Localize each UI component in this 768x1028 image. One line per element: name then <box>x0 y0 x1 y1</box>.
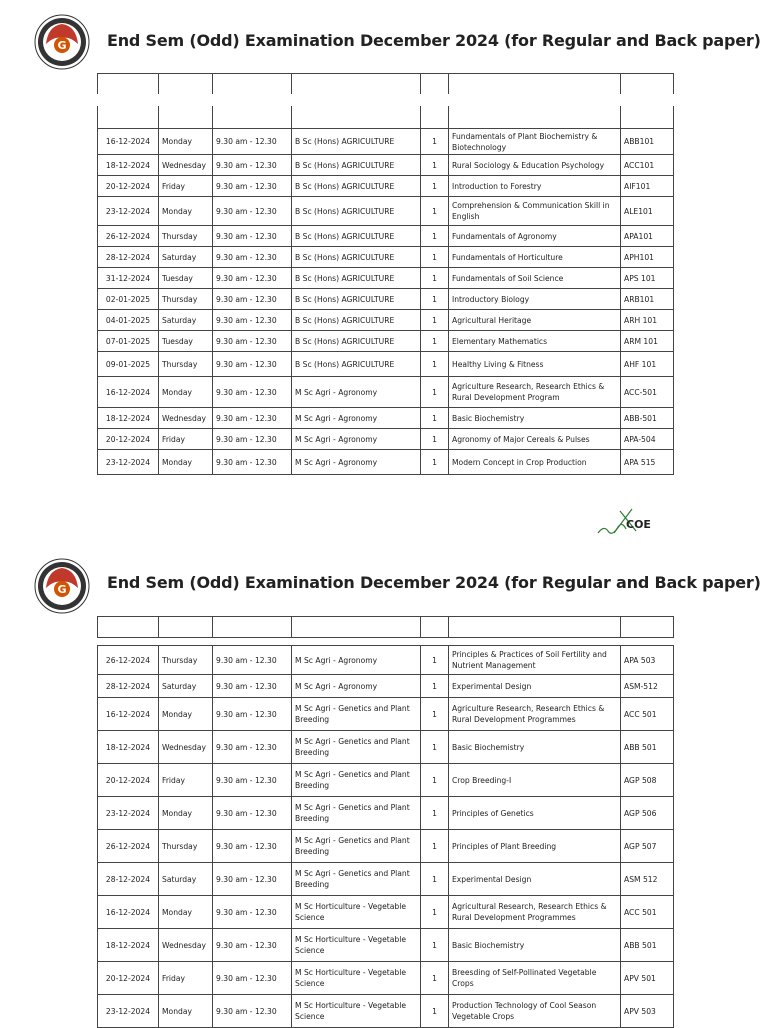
table-header-row <box>98 617 674 638</box>
cell-code: ACC 501 <box>621 896 674 929</box>
cell-programme: M Sc Agri - Genetics and Plant Breeding <box>292 764 421 797</box>
cell-code: APA101 <box>621 226 674 247</box>
cell-sem: 1 <box>421 247 449 268</box>
table-spacer-row <box>98 106 674 129</box>
cell-programme: B Sc (Hons) AGRICULTURE <box>292 176 421 197</box>
cell-date: 18-12-2024 <box>98 408 159 429</box>
cell-subject: Experimental Design <box>449 675 621 698</box>
cell-day: Wednesday <box>159 155 213 176</box>
cell-subject: Modern Concept in Crop Production <box>449 450 621 475</box>
cell-sem: 1 <box>421 197 449 226</box>
cell-sem: 1 <box>421 226 449 247</box>
cell-programme: M Sc Agri - Genetics and Plant Breeding <box>292 863 421 896</box>
cell-time: 9.30 am - 12.30 <box>213 731 292 764</box>
cell-day: Thursday <box>159 352 213 377</box>
cell-time: 9.30 am - 12.30 <box>213 995 292 1028</box>
cell-programme: M Sc Agri - Agronomy <box>292 377 421 408</box>
cell-subject: Fundamentals of Horticulture <box>449 247 621 268</box>
cell-subject: Introductory Biology <box>449 289 621 310</box>
table-row <box>98 176 674 197</box>
cell-time: 9.30 am - 12.30 <box>213 352 292 377</box>
table-row <box>98 129 674 155</box>
cell-time: 9.30 am - 12.30 <box>213 962 292 995</box>
cell-subject: Rural Sociology & Education Psychology <box>449 155 621 176</box>
cell-date: 31-12-2024 <box>98 268 159 289</box>
cell-day: Saturday <box>159 310 213 331</box>
cell-code: ABB-501 <box>621 408 674 429</box>
cell-programme: M Sc Agri - Agronomy <box>292 646 421 675</box>
cell-date: 26-12-2024 <box>98 226 159 247</box>
cell-code: ASM-512 <box>621 675 674 698</box>
cell-code: AHF 101 <box>621 352 674 377</box>
cell-code: AGP 508 <box>621 764 674 797</box>
table-row <box>98 675 674 698</box>
cell-day: Tuesday <box>159 331 213 352</box>
cell-subject: Experimental Design <box>449 863 621 896</box>
cell-code: ARB101 <box>621 289 674 310</box>
table-row <box>98 830 674 863</box>
cell-sem: 1 <box>421 896 449 929</box>
cell-day: Wednesday <box>159 929 213 962</box>
exam-schedule-table <box>97 645 674 1028</box>
cell-programme: B Sc (Hons) AGRICULTURE <box>292 197 421 226</box>
cell-programme: B Sc (Hons) AGRICULTURE <box>292 247 421 268</box>
cell-subject: Agriculture Research, Research Ethics & Rural Development Programmes <box>449 698 621 731</box>
cell-sem: 1 <box>421 429 449 450</box>
cell-code: ARM 101 <box>621 331 674 352</box>
cell-time: 9.30 am - 12.30 <box>213 268 292 289</box>
cell-time: 9.30 am - 12.30 <box>213 450 292 475</box>
exam-schedule-table <box>97 106 674 475</box>
cell-day: Monday <box>159 197 213 226</box>
cell-time: 9.30 am - 12.30 <box>213 675 292 698</box>
cell-sem: 1 <box>421 352 449 377</box>
cell-programme: B Sc (Hons) AGRICULTURE <box>292 352 421 377</box>
cell-date: 28-12-2024 <box>98 247 159 268</box>
cell-date: 23-12-2024 <box>98 450 159 475</box>
cell-time: 9.30 am - 12.30 <box>213 226 292 247</box>
cell-programme: B Sc (Hons) AGRICULTURE <box>292 331 421 352</box>
cell-time: 9.30 am - 12.30 <box>213 797 292 830</box>
university-logo <box>34 14 90 70</box>
cell-date: 20-12-2024 <box>98 962 159 995</box>
page-title: End Sem (Odd) Examination December 2024 (for Regular and Back paper) <box>107 31 761 50</box>
cell-day: Monday <box>159 698 213 731</box>
cell-sem: 1 <box>421 731 449 764</box>
cell-programme: M Sc Agri - Genetics and Plant Breeding <box>292 731 421 764</box>
table-row <box>98 698 674 731</box>
cell-subject: Agronomy of Major Cereals & Pulses <box>449 429 621 450</box>
cell-date: 26-12-2024 <box>98 646 159 675</box>
cell-time: 9.30 am - 12.30 <box>213 408 292 429</box>
svg-text:G: G <box>57 39 67 52</box>
cell-subject: Agricultural Heritage <box>449 310 621 331</box>
cell-code: APH101 <box>621 247 674 268</box>
cell-day: Monday <box>159 896 213 929</box>
cell-date: 16-12-2024 <box>98 129 159 155</box>
cell-date: 18-12-2024 <box>98 929 159 962</box>
cell-programme: B Sc (Hons) AGRICULTURE <box>292 129 421 155</box>
cell-sem: 1 <box>421 929 449 962</box>
cell-time: 9.30 am - 12.30 <box>213 289 292 310</box>
coe-label: COE <box>626 518 651 531</box>
cell-time: 9.30 am - 12.30 <box>213 764 292 797</box>
table-row <box>98 289 674 310</box>
cell-code: AGP 506 <box>621 797 674 830</box>
table-row <box>98 247 674 268</box>
cell-subject: Comprehension & Communication Skill in English <box>449 197 621 226</box>
table-row <box>98 962 674 995</box>
exam-header-table <box>97 73 674 94</box>
cell-code: ALE101 <box>621 197 674 226</box>
cell-programme: B Sc (Hons) AGRICULTURE <box>292 310 421 331</box>
cell-subject: Basic Biochemistry <box>449 408 621 429</box>
cell-date: 28-12-2024 <box>98 675 159 698</box>
cell-sem: 1 <box>421 155 449 176</box>
cell-day: Friday <box>159 429 213 450</box>
cell-code: APV 503 <box>621 995 674 1028</box>
cell-programme: M Sc Agri - Agronomy <box>292 675 421 698</box>
cell-date: 18-12-2024 <box>98 731 159 764</box>
cell-programme: M Sc Horticulture - Vegetable Science <box>292 896 421 929</box>
cell-time: 9.30 am - 12.30 <box>213 331 292 352</box>
cell-subject: Principles of Plant Breeding <box>449 830 621 863</box>
cell-programme: M Sc Horticulture - Vegetable Science <box>292 995 421 1028</box>
cell-date: 20-12-2024 <box>98 429 159 450</box>
cell-subject: Crop Breeding-I <box>449 764 621 797</box>
table-row <box>98 268 674 289</box>
cell-programme: M Sc Agri - Agronomy <box>292 408 421 429</box>
cell-day: Tuesday <box>159 268 213 289</box>
cell-programme: M Sc Horticulture - Vegetable Science <box>292 962 421 995</box>
cell-time: 9.30 am - 12.30 <box>213 646 292 675</box>
cell-day: Monday <box>159 450 213 475</box>
cell-sem: 1 <box>421 995 449 1028</box>
cell-programme: M Sc Agri - Genetics and Plant Breeding <box>292 797 421 830</box>
cell-code: ABB 501 <box>621 929 674 962</box>
table-row <box>98 995 674 1028</box>
cell-day: Thursday <box>159 646 213 675</box>
cell-day: Thursday <box>159 226 213 247</box>
cell-sem: 1 <box>421 797 449 830</box>
cell-date: 07-01-2025 <box>98 331 159 352</box>
cell-sem: 1 <box>421 863 449 896</box>
cell-sem: 1 <box>421 268 449 289</box>
cell-date: 23-12-2024 <box>98 995 159 1028</box>
table-row <box>98 764 674 797</box>
cell-subject: Basic Biochemistry <box>449 731 621 764</box>
cell-sem: 1 <box>421 830 449 863</box>
cell-programme: M Sc Horticulture - Vegetable Science <box>292 929 421 962</box>
cell-day: Monday <box>159 377 213 408</box>
table-row <box>98 408 674 429</box>
cell-time: 9.30 am - 12.30 <box>213 429 292 450</box>
cell-day: Thursday <box>159 830 213 863</box>
table-row <box>98 155 674 176</box>
cell-subject: Agriculture Research, Research Ethics & Rural Development Program <box>449 377 621 408</box>
table-row <box>98 331 674 352</box>
cell-date: 18-12-2024 <box>98 155 159 176</box>
cell-programme: B Sc (Hons) AGRICULTURE <box>292 226 421 247</box>
cell-subject: Fundamentals of Agronomy <box>449 226 621 247</box>
cell-time: 9.30 am - 12.30 <box>213 929 292 962</box>
cell-day: Saturday <box>159 675 213 698</box>
cell-sem: 1 <box>421 176 449 197</box>
cell-code: AIF101 <box>621 176 674 197</box>
table-row <box>98 797 674 830</box>
cell-day: Thursday <box>159 289 213 310</box>
cell-subject: Healthy Living & Fitness <box>449 352 621 377</box>
cell-day: Monday <box>159 995 213 1028</box>
cell-subject: Principles of Genetics <box>449 797 621 830</box>
cell-time: 9.30 am - 12.30 <box>213 377 292 408</box>
table-row <box>98 429 674 450</box>
cell-time: 9.30 am - 12.30 <box>213 247 292 268</box>
cell-date: 09-01-2025 <box>98 352 159 377</box>
cell-sem: 1 <box>421 450 449 475</box>
table-row <box>98 863 674 896</box>
cell-sem: 1 <box>421 646 449 675</box>
table-row <box>98 896 674 929</box>
cell-time: 9.30 am - 12.30 <box>213 830 292 863</box>
cell-sem: 1 <box>421 331 449 352</box>
cell-day: Monday <box>159 129 213 155</box>
cell-code: ACC-501 <box>621 377 674 408</box>
table-row <box>98 352 674 377</box>
cell-date: 28-12-2024 <box>98 863 159 896</box>
cell-day: Saturday <box>159 247 213 268</box>
page-title: End Sem (Odd) Examination December 2024 (for Regular and Back paper) <box>107 573 761 592</box>
cell-code: APA 515 <box>621 450 674 475</box>
cell-date: 16-12-2024 <box>98 698 159 731</box>
cell-date: 16-12-2024 <box>98 377 159 408</box>
cell-sem: 1 <box>421 377 449 408</box>
cell-day: Wednesday <box>159 731 213 764</box>
cell-time: 9.30 am - 12.30 <box>213 896 292 929</box>
table-header-row <box>98 74 674 95</box>
cell-subject: Elementary Mathematics <box>449 331 621 352</box>
cell-subject: Production Technology of Cool Season Vegetable Crops <box>449 995 621 1028</box>
cell-day: Wednesday <box>159 408 213 429</box>
table-row <box>98 646 674 675</box>
cell-programme: B Sc (Hons) AGRICULTURE <box>292 155 421 176</box>
exam-header-table <box>97 616 674 638</box>
university-logo <box>34 558 90 614</box>
cell-code: ACC 501 <box>621 698 674 731</box>
cell-code: ABB101 <box>621 129 674 155</box>
cell-time: 9.30 am - 12.30 <box>213 310 292 331</box>
cell-sem: 1 <box>421 962 449 995</box>
cell-subject: Introduction to Forestry <box>449 176 621 197</box>
cell-time: 9.30 am - 12.30 <box>213 176 292 197</box>
cell-code: ASM 512 <box>621 863 674 896</box>
cell-subject: Breesding of Self-Pollinated Vegetable Crops <box>449 962 621 995</box>
cell-subject: Principles & Practices of Soil Fertility and Nutrient Management <box>449 646 621 675</box>
cell-programme: M Sc Agri - Agronomy <box>292 429 421 450</box>
cell-subject: Agricultural Research, Research Ethics & Rural Development Programmes <box>449 896 621 929</box>
cell-day: Saturday <box>159 863 213 896</box>
table-row <box>98 310 674 331</box>
cell-sem: 1 <box>421 698 449 731</box>
table-row <box>98 226 674 247</box>
cell-date: 26-12-2024 <box>98 830 159 863</box>
cell-date: 16-12-2024 <box>98 896 159 929</box>
cell-time: 9.30 am - 12.30 <box>213 698 292 731</box>
cell-sem: 1 <box>421 408 449 429</box>
cell-day: Friday <box>159 176 213 197</box>
cell-time: 9.30 am - 12.30 <box>213 155 292 176</box>
cell-subject: Fundamentals of Plant Biochemistry & Biotechnology <box>449 129 621 155</box>
cell-time: 9.30 am - 12.30 <box>213 129 292 155</box>
cell-date: 20-12-2024 <box>98 764 159 797</box>
cell-date: 20-12-2024 <box>98 176 159 197</box>
cell-subject: Fundamentals of Soil Science <box>449 268 621 289</box>
cell-sem: 1 <box>421 310 449 331</box>
cell-sem: 1 <box>421 764 449 797</box>
cell-programme: M Sc Agri - Agronomy <box>292 450 421 475</box>
cell-sem: 1 <box>421 675 449 698</box>
cell-time: 9.30 am - 12.30 <box>213 197 292 226</box>
cell-date: 04-01-2025 <box>98 310 159 331</box>
cell-code: APA-504 <box>621 429 674 450</box>
cell-sem: 1 <box>421 289 449 310</box>
table-row <box>98 731 674 764</box>
cell-day: Friday <box>159 764 213 797</box>
cell-code: APS 101 <box>621 268 674 289</box>
table-row <box>98 929 674 962</box>
cell-code: APA 503 <box>621 646 674 675</box>
cell-code: ARH 101 <box>621 310 674 331</box>
cell-date: 23-12-2024 <box>98 797 159 830</box>
cell-code: ABB 501 <box>621 731 674 764</box>
table-row <box>98 197 674 226</box>
cell-programme: B Sc (Hons) AGRICULTURE <box>292 268 421 289</box>
cell-day: Friday <box>159 962 213 995</box>
cell-date: 02-01-2025 <box>98 289 159 310</box>
cell-code: AGP 507 <box>621 830 674 863</box>
cell-programme: M Sc Agri - Genetics and Plant Breeding <box>292 698 421 731</box>
cell-subject: Basic Biochemistry <box>449 929 621 962</box>
cell-day: Monday <box>159 797 213 830</box>
cell-programme: B Sc (Hons) AGRICULTURE <box>292 289 421 310</box>
svg-text:G: G <box>57 583 67 596</box>
cell-time: 9.30 am - 12.30 <box>213 863 292 896</box>
cell-programme: M Sc Agri - Genetics and Plant Breeding <box>292 830 421 863</box>
cell-sem: 1 <box>421 129 449 155</box>
table-row <box>98 450 674 475</box>
cell-code: ACC101 <box>621 155 674 176</box>
cell-date: 23-12-2024 <box>98 197 159 226</box>
table-row <box>98 377 674 408</box>
cell-code: APV 501 <box>621 962 674 995</box>
